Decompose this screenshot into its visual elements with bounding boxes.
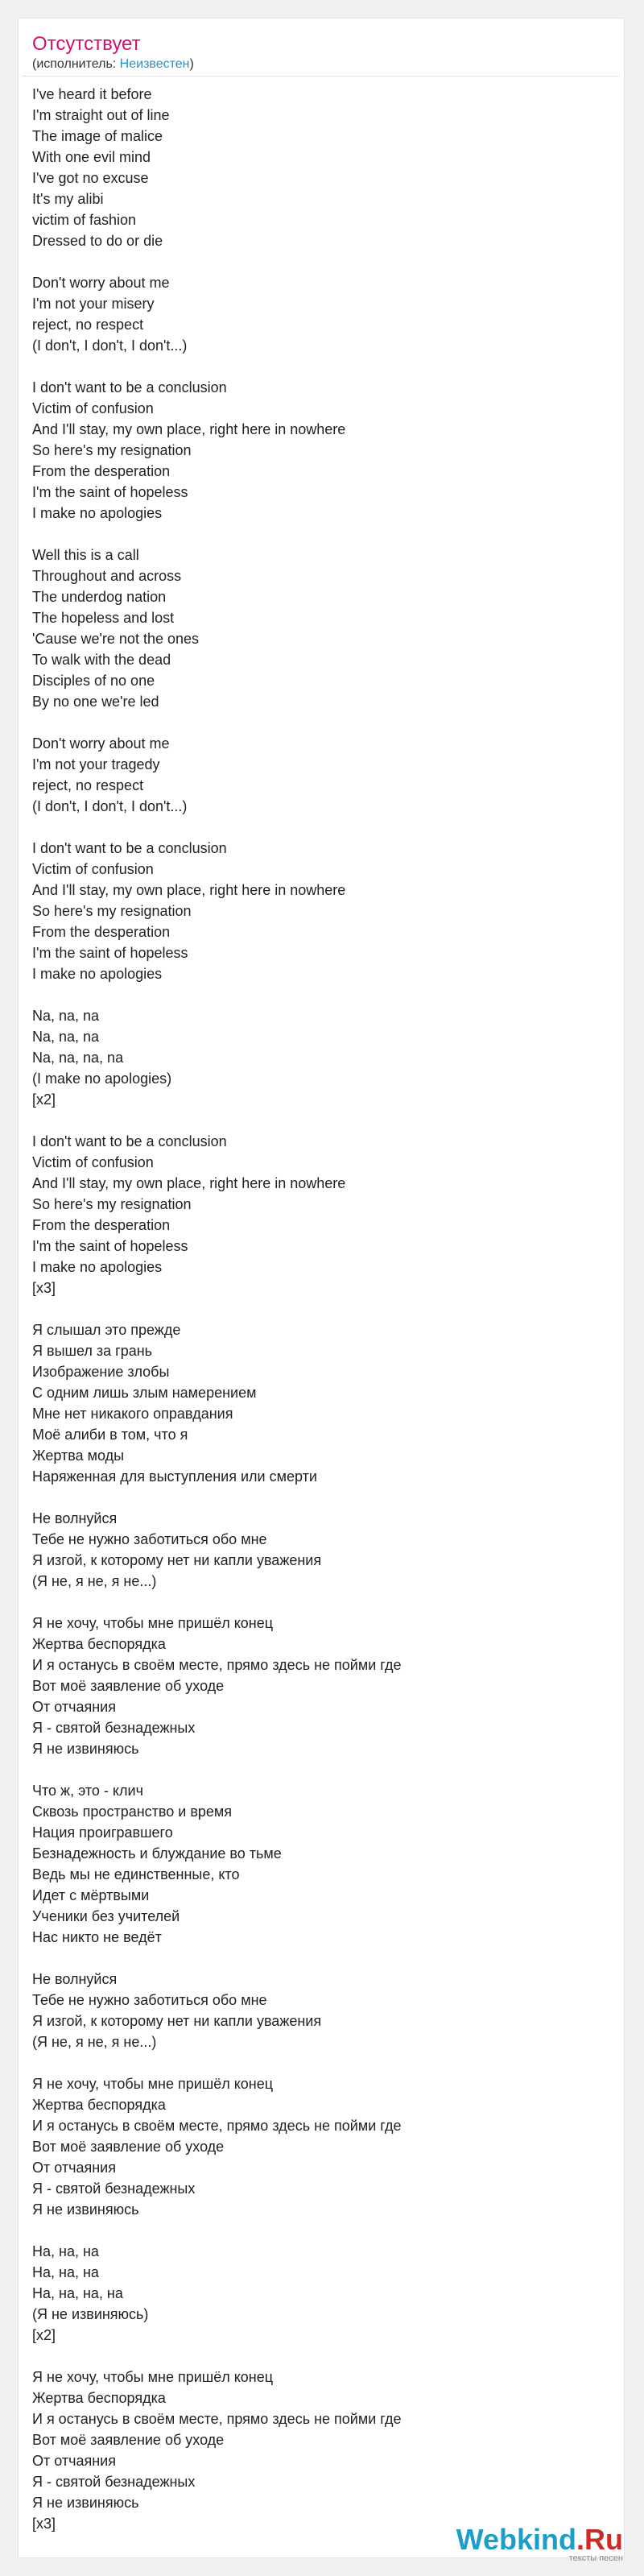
lyrics-stanza <box>32 84 612 251</box>
lyric-line: Я изгой, к которому нет ни капли уважения <box>32 2013 322 2029</box>
lyric-line: Ученики без учителей <box>32 1908 180 1924</box>
lyric-line: Dressed to do or die <box>32 233 163 249</box>
lyric-line: Victim of confusion <box>32 1154 154 1170</box>
lyric-line: The hopeless and lost <box>32 610 175 626</box>
lyric-line: [x2] <box>32 1091 56 1108</box>
lyric-line: Идет с мёртвыми <box>32 1887 150 1903</box>
lyric-line: От отчаяния <box>32 2453 116 2469</box>
lyrics-stanza <box>32 377 612 524</box>
lyric-line: It's my alibi <box>32 191 104 207</box>
lyrics-body <box>32 84 612 2555</box>
lyric-line: Я - святой безнадежных <box>32 1720 196 1736</box>
logo-tld: .Ru <box>576 2523 623 2556</box>
lyric-line: С одним лишь злым намерением <box>32 1385 257 1401</box>
lyric-line: reject, no respect <box>32 777 144 793</box>
lyric-line: I'm the saint of hopeless <box>32 1238 188 1254</box>
lyric-line: Жертва беспорядка <box>32 1636 166 1652</box>
lyrics-stanza <box>32 2241 612 2346</box>
lyric-line: Наряженная для выступления или смерти <box>32 1468 317 1485</box>
page-title: Отсутствует <box>32 33 141 55</box>
lyric-line: Вот моё заявление об уходе <box>32 2139 225 2155</box>
lyric-line: So here's my resignation <box>32 1196 192 1212</box>
lyric-line: From the desperation <box>32 924 171 940</box>
lyric-line: I'm not your tragedy <box>32 756 160 772</box>
lyric-line: Моё алиби в том, что я <box>32 1427 188 1443</box>
site-logo[interactable] <box>456 2524 623 2563</box>
lyric-line: (Я не извиняюсь) <box>32 2306 149 2322</box>
lyric-line: Don't worry about me <box>32 735 170 752</box>
lyric-line: Нация проигравшего <box>32 1824 173 1841</box>
lyric-line: Я изгой, к которому нет ни капли уважения <box>32 1552 322 1568</box>
lyric-line: Well this is a call <box>32 547 139 563</box>
lyric-line: (Я не, я не, я не...) <box>32 1573 157 1589</box>
lyric-line: Нас никто не ведёт <box>32 1929 162 1945</box>
lyric-line: Я не хочу, чтобы мне пришёл конец <box>32 2369 274 2385</box>
lyric-line: And I'll stay, my own place, right here in nowhere <box>32 882 346 898</box>
lyrics-stanza <box>32 1319 612 1487</box>
lyric-line: I'm the saint of hopeless <box>32 945 188 961</box>
artist-prefix: (исполнитель: <box>32 57 120 71</box>
lyrics-stanza <box>32 1613 612 1759</box>
lyric-line: [x2] <box>32 2327 56 2343</box>
lyric-line: Victim of confusion <box>32 400 154 416</box>
lyric-line: I'm the saint of hopeless <box>32 484 188 500</box>
lyric-line: Я не извиняюсь <box>32 2201 139 2218</box>
lyric-line: Я слышал это прежде <box>32 1322 181 1338</box>
lyric-line: Na, na, na, na <box>32 1050 124 1066</box>
lyric-line: От отчаяния <box>32 1699 116 1715</box>
lyric-line: I've heard it before <box>32 86 152 102</box>
lyric-line: Victim of confusion <box>32 861 154 877</box>
lyrics-stanza <box>32 1005 612 1110</box>
lyric-line: Throughout and across <box>32 568 182 584</box>
lyric-line: I make no apologies <box>32 505 163 521</box>
lyric-line: Не волнуйся <box>32 1510 118 1526</box>
lyric-line: (I don't, I don't, I don't...) <box>32 798 188 814</box>
lyrics-stanza <box>32 2367 612 2534</box>
lyric-line: Жертва беспорядка <box>32 2097 166 2113</box>
lyric-line: [x3] <box>32 2516 56 2532</box>
logo-word: Webkind <box>456 2523 576 2556</box>
lyric-line: (Я не, я не, я не...) <box>32 2034 157 2050</box>
lyrics-stanza <box>32 1780 612 1948</box>
lyric-line: And I'll stay, my own place, right here in nowhere <box>32 1175 346 1191</box>
lyric-line: I make no apologies <box>32 1259 163 1275</box>
lyric-line: Disciples of no one <box>32 673 155 689</box>
lyric-line: Don't worry about me <box>32 275 170 291</box>
lyric-line: [x3] <box>32 1280 56 1296</box>
lyric-line: (I make no apologies) <box>32 1071 172 1087</box>
lyric-line: Что ж, это - клич <box>32 1783 143 1799</box>
lyric-line: Ведь мы не единственные, кто <box>32 1866 240 1882</box>
lyric-line: Жертва моды <box>32 1447 125 1464</box>
lyric-line: Не волнуйся <box>32 1971 118 1987</box>
lyric-line: Я не извиняюсь <box>32 1741 139 1757</box>
lyric-line: By no one we're led <box>32 694 159 710</box>
lyric-line: I don't want to be a conclusion <box>32 1133 227 1149</box>
lyric-line: reject, no respect <box>32 317 144 333</box>
artist-suffix: ) <box>189 57 194 71</box>
lyric-line: Изображение злобы <box>32 1364 170 1380</box>
lyric-line: И я останусь в своём месте, прямо здесь не пойми где <box>32 2118 402 2134</box>
lyric-line: На, на, на, на <box>32 2285 123 2301</box>
lyric-line: I don't want to be a conclusion <box>32 840 227 856</box>
lyric-line: Я вышел за грань <box>32 1343 153 1359</box>
lyric-line: Тебе не нужно заботиться обо мне <box>32 1992 267 2008</box>
lyric-line: На, на, на <box>32 2243 99 2259</box>
header-divider <box>23 76 620 77</box>
lyric-line: From the desperation <box>32 1217 171 1233</box>
lyric-line: Тебе не нужно заботиться обо мне <box>32 1531 267 1547</box>
lyric-line: I don't want to be a conclusion <box>32 379 227 396</box>
lyric-line: I'm not your misery <box>32 296 155 312</box>
lyric-line: And I'll stay, my own place, right here in nowhere <box>32 421 346 437</box>
lyric-line: To walk with the dead <box>32 652 171 668</box>
lyric-line: И я останусь в своём месте, прямо здесь не пойми где <box>32 2411 402 2427</box>
lyric-line: Вот моё заявление об уходе <box>32 1678 225 1694</box>
lyric-line: Безнадежность и блуждание во тьме <box>32 1845 282 1862</box>
lyrics-stanza <box>32 2073 612 2220</box>
lyric-line: От отчаяния <box>32 2160 116 2176</box>
lyric-line: So here's my resignation <box>32 903 192 919</box>
lyrics-stanza <box>32 733 612 817</box>
lyric-line: Сквозь пространство и время <box>32 1804 233 1820</box>
lyric-line: I'm straight out of line <box>32 107 170 123</box>
lyric-line: Na, na, na <box>32 1029 100 1045</box>
lyrics-stanza <box>32 838 612 984</box>
lyric-line: Я не хочу, чтобы мне пришёл конец <box>32 2076 274 2092</box>
lyric-line: Мне нет никакого оправдания <box>32 1406 233 1422</box>
lyric-line: 'Cause we're not the ones <box>32 631 199 647</box>
lyric-line: И я останусь в своём месте, прямо здесь не пойми где <box>32 1657 402 1673</box>
lyrics-stanza <box>32 545 612 712</box>
lyric-line: I've got no excuse <box>32 170 149 186</box>
lyric-line: victim of fashion <box>32 212 137 228</box>
lyric-line: With one evil mind <box>32 149 151 165</box>
lyric-line: Я - святой безнадежных <box>32 2474 196 2490</box>
lyric-line: Я не хочу, чтобы мне пришёл конец <box>32 1615 274 1631</box>
lyrics-stanza <box>32 272 612 356</box>
lyric-line: (I don't, I don't, I don't...) <box>32 338 188 354</box>
lyric-line: The image of malice <box>32 128 163 144</box>
lyrics-stanza <box>32 1969 612 2052</box>
lyric-line: The underdog nation <box>32 589 167 605</box>
lyric-line: Na, na, na <box>32 1008 100 1024</box>
lyric-line: На, на, на <box>32 2264 99 2280</box>
logo-tagline: тексты песен <box>568 2553 623 2563</box>
artist-line <box>32 56 194 72</box>
lyric-line: Я - святой безнадежных <box>32 2180 196 2197</box>
lyric-line: I make no apologies <box>32 966 163 982</box>
lyric-line: Я не извиняюсь <box>32 2495 139 2511</box>
lyric-line: Жертва беспорядка <box>32 2390 166 2406</box>
lyrics-stanza <box>32 1131 612 1298</box>
artist-link[interactable]: Неизвестен <box>119 57 190 71</box>
logo-wordmark <box>456 2524 623 2555</box>
lyric-line: So here's my resignation <box>32 442 192 458</box>
lyric-line: Вот моё заявление об уходе <box>32 2432 225 2448</box>
lyric-line: From the desperation <box>32 463 171 479</box>
lyrics-stanza <box>32 1508 612 1592</box>
